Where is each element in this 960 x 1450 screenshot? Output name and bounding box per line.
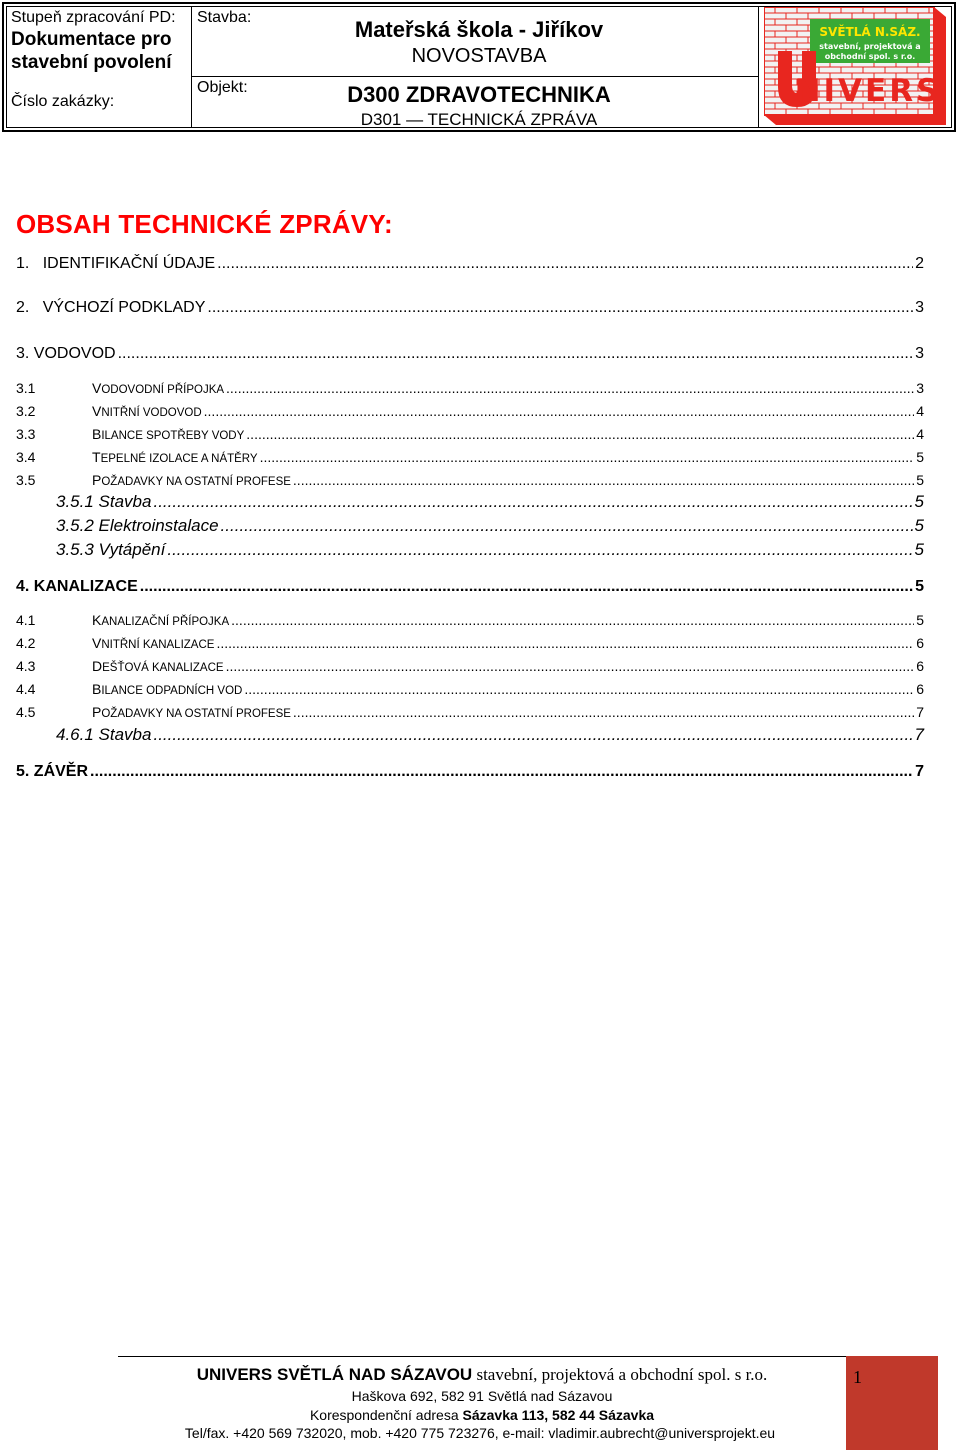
footer-contact: Tel/fax. +420 569 732020, mob. +420 775 723276, e-mail: vladimir.aubrecht@universprojekt.eu: [184, 1425, 776, 1441]
row-divider: [191, 76, 758, 77]
object-document: D301 — TECHNICKÁ ZPRÁVA: [360, 110, 598, 129]
toc-entry[interactable]: 3. VODOVOD ..... 3: [16, 345, 924, 363]
toc-entry[interactable]: 3.5 POŽADAVKY NA OSTATNÍ PROFESE ..... 5: [16, 472, 924, 488]
stage-value-line1: Dokumentace pro: [11, 29, 172, 50]
toc-entry[interactable]: 4.6.1 Stavba ..... 7: [56, 725, 924, 745]
footer-company: UNIVERS SVĚTLÁ NAD SÁZAVOU stavební, projektová a obchodní spol. s r.o.: [196, 1365, 768, 1384]
logo-line3: obchodní spol. s r.o.: [824, 52, 916, 61]
univers-logo: [764, 7, 946, 125]
toc-entry[interactable]: 3.5.3 Vytápění ..... 5: [56, 540, 924, 560]
toc-entry[interactable]: 1. IDENTIFIKAČNÍ ÚDAJE ..... 2: [16, 255, 924, 273]
building-label: Stavba:: [197, 9, 252, 26]
toc-entry[interactable]: 4.1 KANALIZAČNÍ PŘÍPOJKA ..... 5: [16, 612, 924, 628]
toc-entry[interactable]: 2. VÝCHOZÍ PODKLADY ..... 3: [16, 299, 924, 317]
footer-divider: [118, 1356, 846, 1357]
toc-entry[interactable]: 3.2 VNITŘNÍ VODOVOD ..... 4: [16, 403, 924, 419]
column-divider: [191, 7, 192, 127]
object-name: D300 ZDRAVOTECHNIKA: [347, 82, 611, 107]
stage-label: Stupeň zpracování PD:: [11, 9, 176, 26]
toc-entry[interactable]: 3.1 VODOVODNÍ PŘÍPOJKA ..... 3: [16, 380, 924, 396]
object-label: Objekt:: [197, 79, 248, 96]
toc-entry[interactable]: 3.3 BILANCE SPOTŘEBY VODY ..... 4: [16, 426, 924, 442]
toc-entry[interactable]: 5. ZÁVĚR ..... 7: [16, 763, 924, 781]
building-type: NOVOSTAVBA: [411, 45, 547, 67]
toc-entry[interactable]: 4.3 DEŠŤOVÁ KANALIZACE ..... 6: [16, 658, 924, 674]
toc-title: OBSAH TECHNICKÉ ZPRÁVY:: [16, 209, 393, 239]
toc-entry[interactable]: 3.4 TEPELNÉ IZOLACE A NÁTĚRY ..... 5: [16, 449, 924, 465]
building-name: Mateřská škola - Jiříkov: [354, 17, 604, 42]
toc-entry[interactable]: 4.5 POŽADAVKY NA OSTATNÍ PROFESE ..... 7: [16, 704, 924, 720]
logo-line2: stavební, projektová a: [819, 42, 921, 51]
footer-address: Haškova 692, 582 91 Světlá nad Sázavou: [351, 1388, 613, 1404]
logo-main-text: NIVERS: [794, 73, 942, 109]
footer-correspondence: Korespondenční adresa Sázavka 113, 582 44 Sázavka: [309, 1407, 655, 1423]
toc-entry[interactable]: 3.5.1 Stavba ..... 5: [56, 492, 924, 512]
toc-entry[interactable]: 4.4 BILANCE ODPADNÍCH VOD ..... 6: [16, 681, 924, 697]
toc-entry[interactable]: 3.5.2 Elektroinstalace ..... 5: [56, 516, 924, 536]
order-number-label: Číslo zakázky:: [11, 93, 115, 110]
toc-entry[interactable]: 4. KANALIZACE ..... 5: [16, 578, 924, 596]
stage-value-line2: stavební povolení: [11, 52, 172, 73]
toc-entry[interactable]: 4.2 VNITŘNÍ KANALIZACE ..... 6: [16, 635, 924, 651]
page-number: 1: [853, 1367, 862, 1387]
logo-top-text: SVĚTLÁ N.SÁZ.: [819, 25, 921, 39]
